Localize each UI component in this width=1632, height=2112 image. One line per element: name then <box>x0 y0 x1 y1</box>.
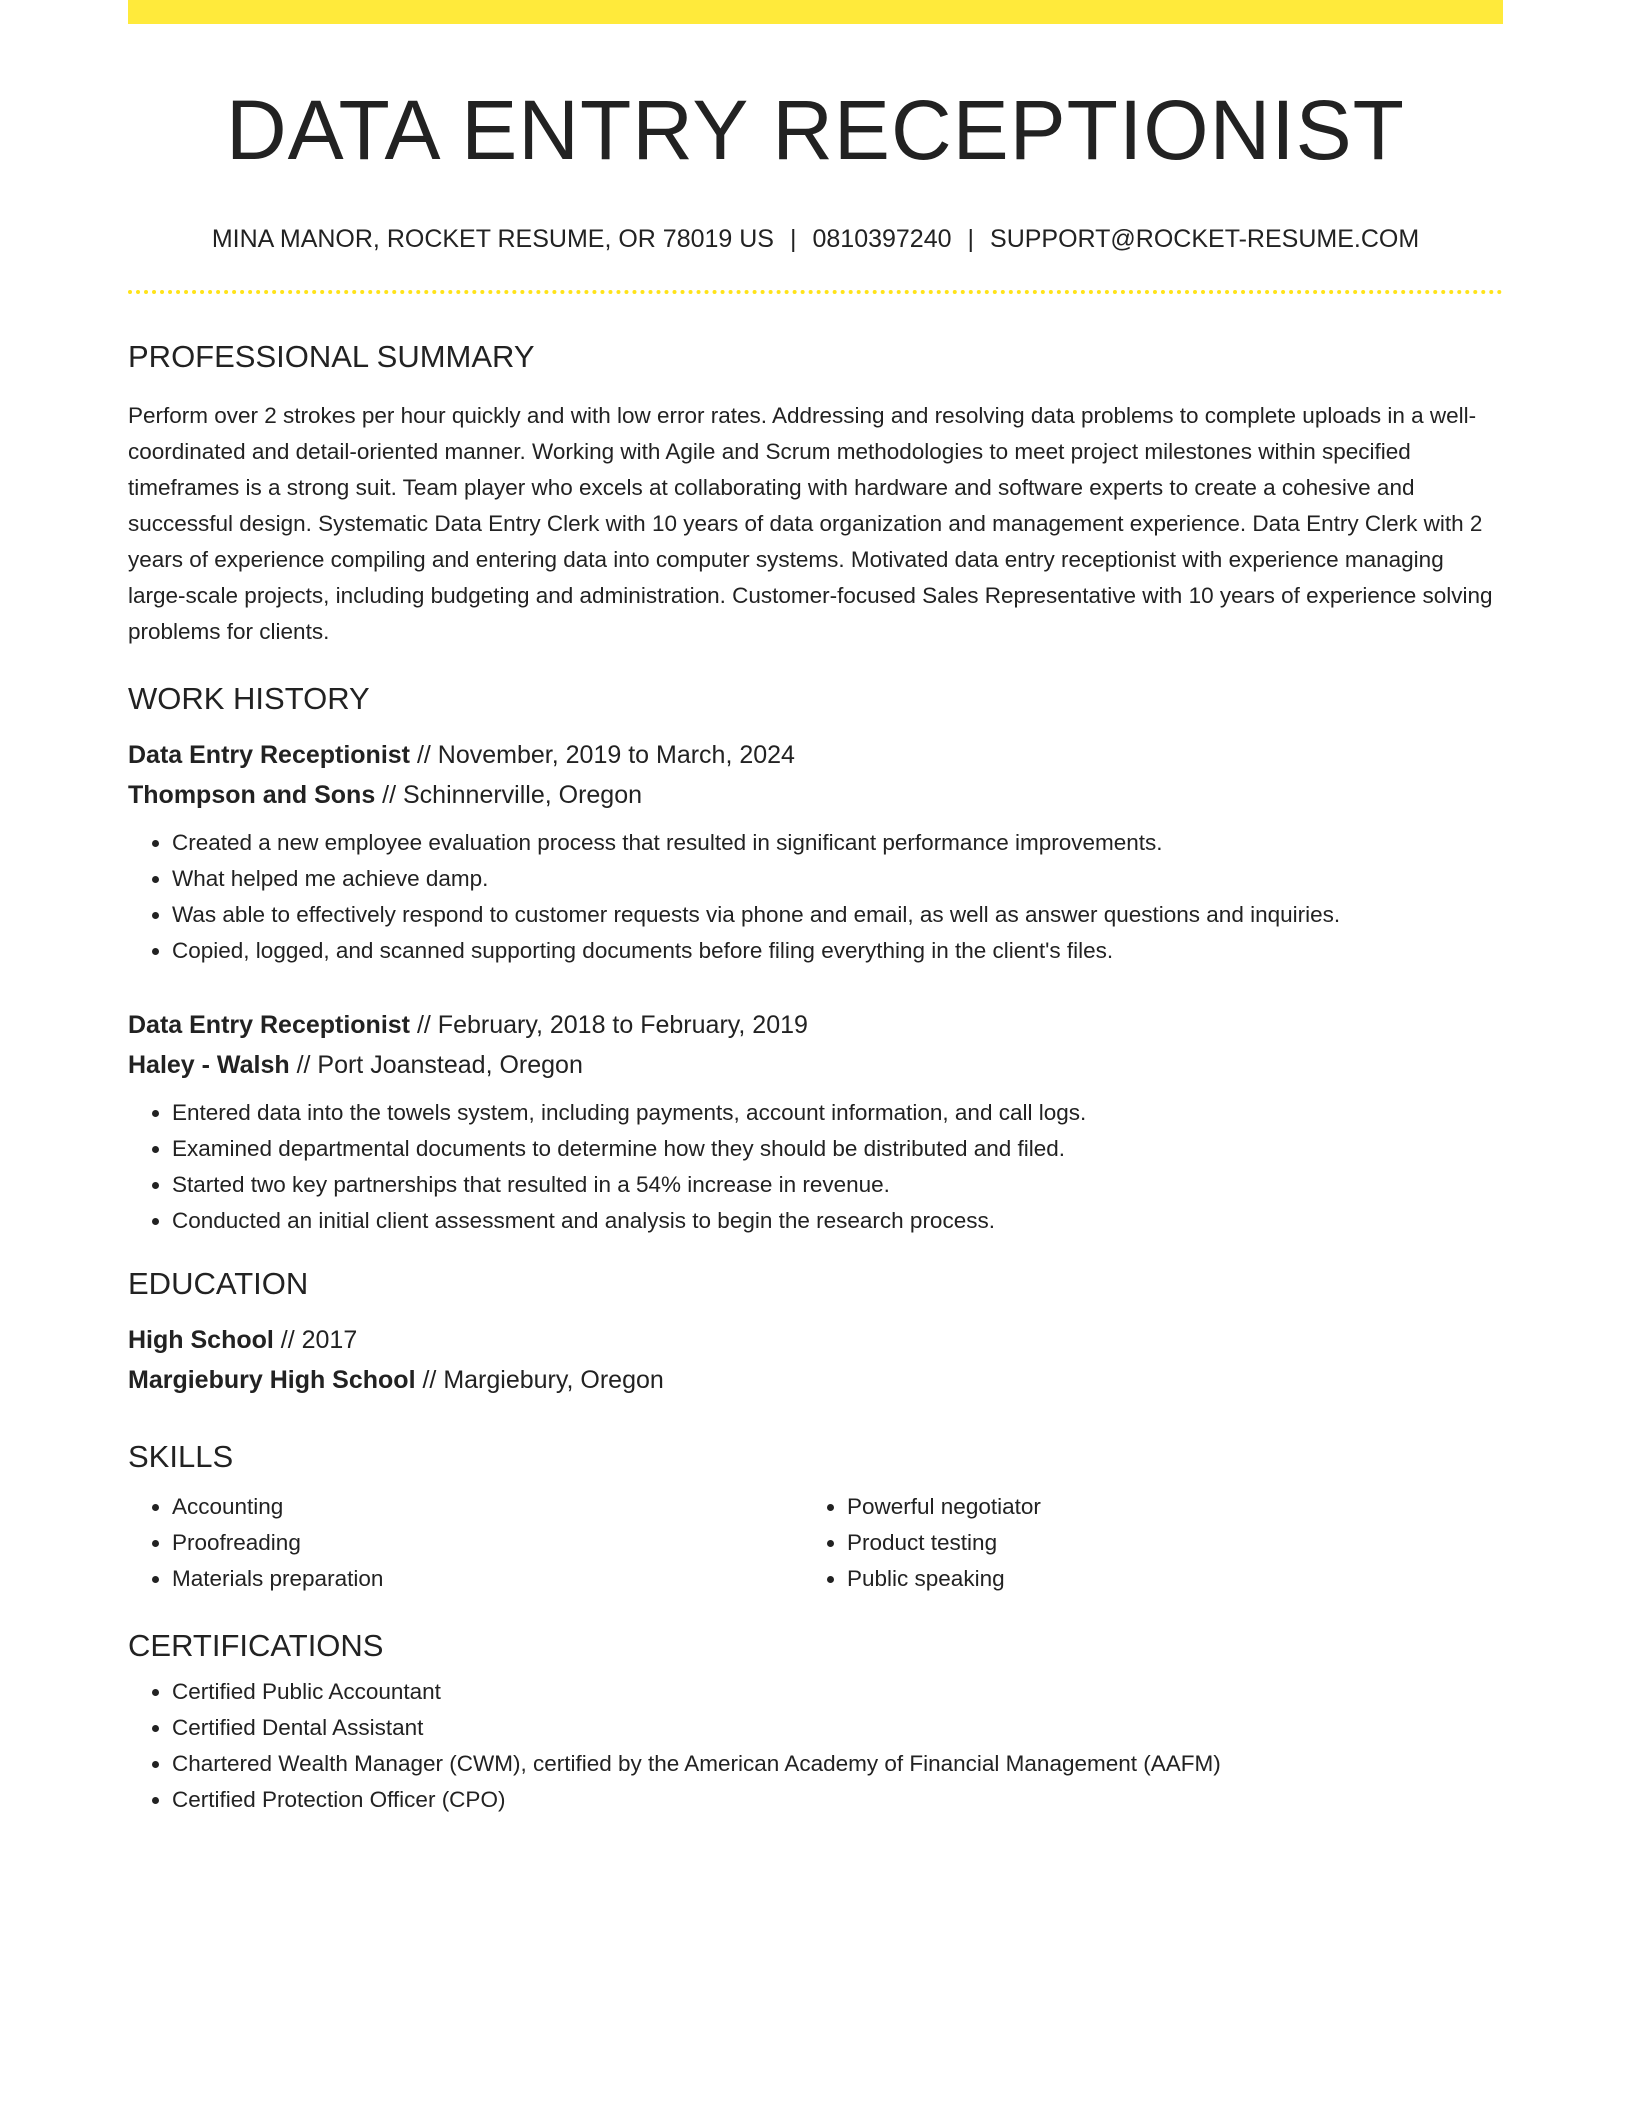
skill-item: • Product testing <box>847 1525 1478 1561</box>
job-entry <box>128 1005 1503 1239</box>
certification-item: • Chartered Wealth Manager (CWM), certified by the American Academy of Financial Management (AAFM) <box>172 1746 1503 1782</box>
certifications-list <box>128 1674 1503 1818</box>
job-location: // Port Joanstead, Oregon <box>289 1050 583 1079</box>
job-bullet: • Conducted an initial client assessment and analysis to begin the research process. <box>172 1203 1503 1239</box>
skill-item: • Powerful negotiator <box>847 1489 1478 1525</box>
certification-item: • Certified Protection Officer (CPO) <box>172 1782 1503 1818</box>
work-history-heading: WORK HISTORY <box>128 680 370 716</box>
job-company-line <box>128 775 1503 815</box>
skill-item: • Public speaking <box>847 1561 1478 1597</box>
job-bullet: • Was able to effectively respond to customer requests via phone and email, as well as answer questions and inquiries. <box>172 897 1503 933</box>
job-title: Data Entry Receptionist <box>128 740 411 769</box>
contact-phone: 0810397240 <box>812 225 952 254</box>
job-entry <box>128 735 1503 969</box>
skills-column-right <box>803 1489 1478 1597</box>
contact-address: MINA MANOR, ROCKET RESUME, OR 78019 US <box>211 225 774 254</box>
job-location: // Schinnerville, Oregon <box>375 780 643 809</box>
job-company: Thompson and Sons <box>128 780 376 809</box>
dotted-divider <box>128 290 1503 294</box>
job-title-line <box>128 1005 1503 1045</box>
contact-separator: | <box>789 225 797 254</box>
summary-heading: PROFESSIONAL SUMMARY <box>128 339 535 375</box>
education-heading: EDUCATION <box>128 1265 309 1301</box>
job-bullet-list <box>128 1095 1503 1239</box>
education-degree-line <box>128 1320 1503 1360</box>
job-dates: // November, 2019 to March, 2024 <box>410 740 795 769</box>
contact-separator: | <box>967 225 975 254</box>
job-bullet: • Created a new employee evaluation process that resulted in significant performance improvements. <box>172 825 1503 861</box>
job-title-line <box>128 735 1503 775</box>
education-year: // 2017 <box>273 1325 358 1354</box>
summary-text: Perform over 2 strokes per hour quickly and with low error rates. Addressing and resolving data problems to complete uploads in a well-coordinated and detail-oriented manner. Working with Agile and Scrum methodologies to meet project milestones within specified timeframes is a strong suit. Team player who excels at collaborating with hardware and software experts to create a cohesive and successful design. Systematic Data Entry Clerk with 10 years of data organization and management experience. Data Entry Clerk with 2 years of experience compiling and entering data into computer systems. Motivated data entry receptionist with experience managing large-scale projects, including budgeting and administration. Customer-focused Sales Representative with 10 years of experience solving problems for clients. <box>128 402 1493 644</box>
job-bullet: • Entered data into the towels system, including payments, account information, and call logs. <box>172 1095 1503 1131</box>
job-bullet-list <box>128 825 1503 969</box>
job-bullet: • Examined departmental documents to determine how they should be distributed and filed. <box>172 1131 1503 1167</box>
job-bullet: • Copied, logged, and scanned supporting documents before filing everything in the client's files. <box>172 933 1503 969</box>
education-degree: High School <box>128 1325 274 1354</box>
job-title: Data Entry Receptionist <box>128 1010 411 1039</box>
skills-grid <box>128 1489 1503 1597</box>
job-bullet: • Started two key partnerships that resulted in a 54% increase in revenue. <box>172 1167 1503 1203</box>
contact-email: SUPPORT@ROCKET-RESUME.COM <box>990 225 1420 254</box>
education-location: // Margiebury, Oregon <box>415 1365 664 1394</box>
job-company-line <box>128 1045 1503 1085</box>
certification-item: • Certified Dental Assistant <box>172 1710 1503 1746</box>
job-bullet: • What helped me achieve damp. <box>172 861 1503 897</box>
skill-item: • Accounting <box>172 1489 803 1525</box>
skill-item: • Proofreading <box>172 1525 803 1561</box>
contact-line <box>128 224 1503 254</box>
resume-page <box>128 0 1503 1818</box>
skills-list <box>128 1489 803 1597</box>
certifications-heading: CERTIFICATIONS <box>128 1628 384 1664</box>
resume-title: DATA ENTRY RECEPTIONIST <box>226 83 1405 177</box>
certification-item: • Certified Public Accountant <box>172 1674 1503 1710</box>
skills-list <box>803 1489 1478 1597</box>
skills-column-left <box>128 1489 803 1597</box>
skill-item: • Materials preparation <box>172 1561 803 1597</box>
top-accent-bar <box>128 0 1503 24</box>
job-company: Haley - Walsh <box>128 1050 290 1079</box>
education-school: Margiebury High School <box>128 1365 416 1394</box>
job-dates: // February, 2018 to February, 2019 <box>410 1010 808 1039</box>
skills-heading: SKILLS <box>128 1438 234 1474</box>
education-school-line <box>128 1360 1503 1400</box>
